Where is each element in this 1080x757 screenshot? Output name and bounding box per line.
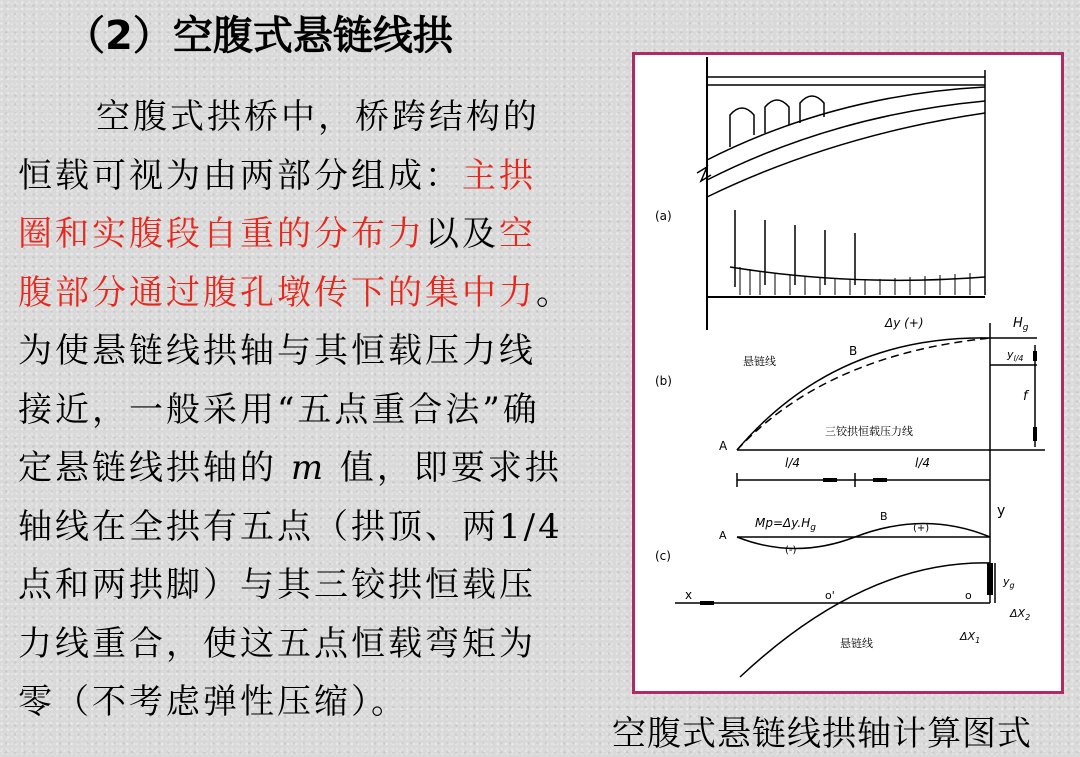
pressure-line-label: 三铰拱恒载压力线 — [825, 425, 913, 438]
mp-formula: $Mp=\Delta y.H_g$ — [755, 516, 816, 533]
text-line: 定悬链线拱轴的 m 值，即要求拱 — [18, 448, 562, 488]
arch-diagram — [635, 55, 1061, 691]
y-quarter-label: $y_{l/4}$ — [1007, 348, 1024, 363]
diagram-b — [737, 323, 1045, 495]
plus-label: (+) — [913, 523, 930, 534]
l4-right-label: l/4 — [915, 456, 931, 470]
figure-caption: 空腹式悬链线拱轴计算图式 — [612, 714, 1032, 754]
text-line: 为使悬链线拱轴与其恒载压力线 — [18, 331, 536, 371]
text-line: 点和两拱脚）与其三铰拱恒载压 — [18, 565, 536, 605]
dx1-label: $\Delta X_1$ — [960, 630, 981, 645]
text-line: 零（不考虑弹性压缩）。 — [18, 682, 408, 722]
f-label: f — [1023, 389, 1028, 404]
label-b: (b) — [655, 374, 672, 388]
diagram-c — [675, 495, 995, 677]
text-line: 接近，一般采用“五点重合法”确 — [18, 389, 540, 430]
m-variable: m — [290, 448, 327, 488]
text-line: 恒载可视为由两部分组成：主拱 — [18, 155, 536, 196]
l4-left-label: l/4 — [785, 456, 801, 470]
highlight-text: 主拱 — [462, 155, 536, 196]
point-a-c: A — [719, 529, 727, 542]
delta-y-label: Δy (+) — [885, 316, 924, 330]
label-c: (c) — [655, 549, 671, 563]
text-line: 轴线在全拱有五点（拱顶、两1/4 — [18, 506, 563, 547]
minus-label: (-) — [785, 545, 797, 556]
body-paragraph — [18, 88, 608, 732]
o-label: o — [965, 589, 972, 602]
dx2-label: $\Delta X_2$ — [1010, 607, 1031, 622]
hg-label: $H_g$ — [1013, 316, 1029, 333]
x-axis-label: x — [685, 588, 693, 602]
catenary-label-c: 悬链线 — [840, 637, 873, 650]
label-a: (a) — [655, 209, 672, 223]
point-b-c: B — [880, 510, 888, 523]
point-b: B — [849, 344, 858, 358]
o-prime-label: o' — [825, 589, 835, 602]
text-line: 空腹式拱桥中，桥跨结构的 — [96, 97, 540, 137]
figure-frame — [632, 52, 1064, 694]
point-a: A — [719, 439, 728, 453]
text-line: 圈和实腹段自重的分布力以及空 — [18, 214, 536, 254]
highlight-text: 腹部分通过腹孔墩传下的集中力 — [18, 272, 536, 313]
highlight-text: 空 — [499, 214, 536, 254]
highlight-text: 圈和实腹段自重的分布力 — [18, 214, 425, 254]
yg-label: $y_g$ — [1003, 575, 1015, 590]
catenary-label: 悬链线 — [743, 355, 776, 368]
text-line: 腹部分通过腹孔墩传下的集中力。 — [18, 272, 573, 313]
slide-title: （2）空腹式悬链线拱 — [65, 13, 453, 59]
text-line: 力线重合，使这五点恒载弯矩为 — [18, 623, 536, 664]
y-axis-label: y — [997, 503, 1006, 519]
